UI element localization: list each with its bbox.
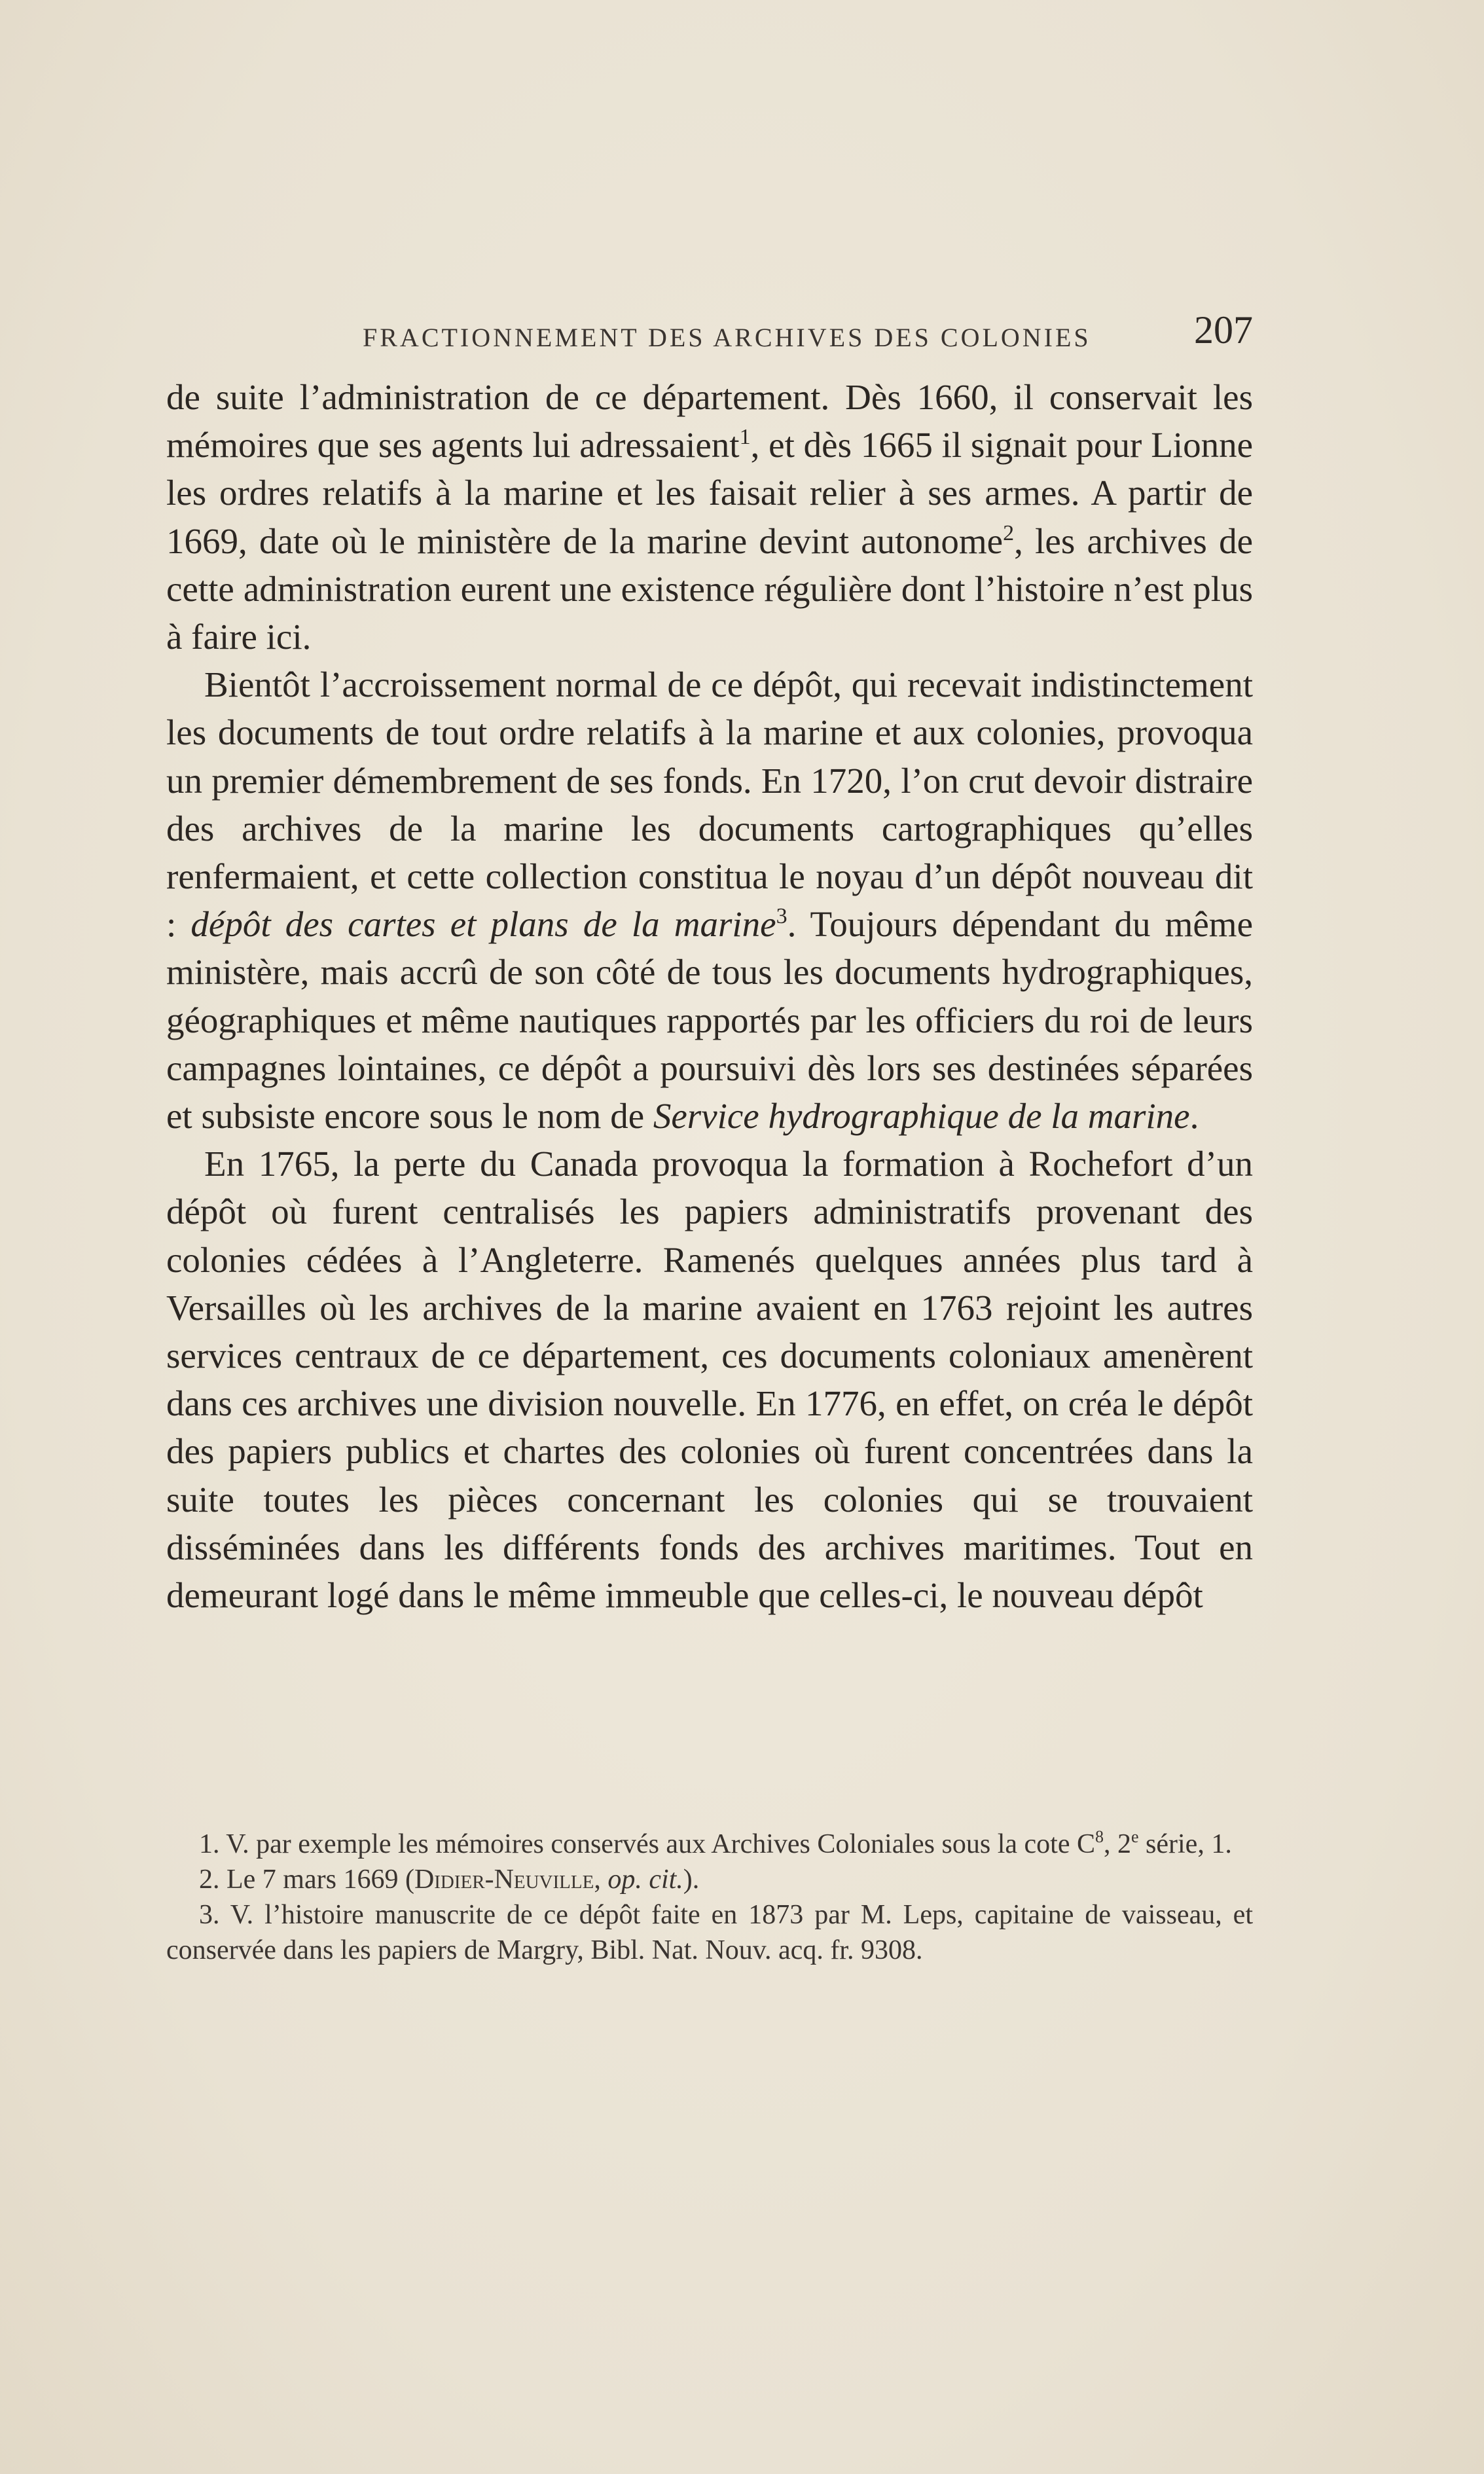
p1-text-1: de suite l’administration de ce département. Dès 1660, il conservait les mémoires que ses agents lui adressaient — [166, 377, 1253, 465]
fn1-sup-2: e — [1131, 1827, 1139, 1846]
p2-text-3: . — [1189, 1096, 1199, 1137]
p2-italic-1: dépôt des cartes et plans de la marine — [190, 904, 776, 945]
fn2-italic: op. cit. — [607, 1865, 683, 1895]
footnote-ref-2: 2 — [1003, 520, 1015, 545]
fn1-sup-1: 8 — [1095, 1827, 1104, 1846]
fn1-text-3: série, 1. — [1138, 1829, 1232, 1859]
paragraph-2 — [166, 661, 1253, 1140]
footnote-ref-1: 1 — [739, 425, 751, 450]
page-number: 207 — [1194, 308, 1253, 352]
fn2-text-1: 2. Le 7 mars 1669 ( — [199, 1865, 414, 1895]
fn2-text-3: ). — [683, 1865, 700, 1895]
paragraph-1 — [166, 373, 1253, 661]
p2-text-1: Bientôt l’accroissement normal de ce dépôt, qui recevait indistinctement les documents de tout ordre relatifs à la marine et aux colonies, provoqua un premier démembrement de ses fonds. En 1720, l’on crut devoir distraire des archives de la marine les documents cartographiques qu’elles renfermaient, et cette collection constitua le noyau d’un dépôt nouveau dit : — [166, 664, 1253, 945]
footnote-2 — [166, 1862, 1253, 1897]
fn1-text-2: , 2 — [1103, 1829, 1131, 1859]
p2-italic-2: Service hydrographique de la marine — [653, 1096, 1190, 1137]
fn1-text-1: 1. V. par exemple les mémoires conservés aux Archives Coloniales sous la cote C — [199, 1829, 1095, 1859]
running-head — [166, 308, 1253, 360]
p2-text-2: . Toujours dépendant du même ministère, mais accrû de son côté de tous les documents hydrographiques, géographiques et même nautiques rapportés par les officiers du roi de leurs campagnes lointaines, ce dépôt a poursuivi dès lors ses destinées séparées et subsiste encore sous le nom de — [166, 904, 1253, 1137]
footnote-ref-3: 3 — [776, 904, 787, 929]
paragraph-3: En 1765, la perte du Canada provoqua la formation à Rochefort d’un dépôt où furent centralisés les papiers administratifs provenant des colonies cédées à l’Angleterre. Ramenés quelques années plus tard à Versailles où les archives de la marine avaient en 1763 rejoint les autres services centraux de ce département, ces documents coloniaux amenèrent dans ces archives une division nouvelle. En 1776, en effet, on créa le dépôt des papiers publics et chartes des colonies où furent concentrées dans la suite toutes les pièces concernant les colonies qui se trouvaient disséminées dans les différents fonds des archives maritimes. Tout en demeurant logé dans le même immeuble que celles-ci, le nouveau dépôt — [166, 1144, 1253, 1616]
body-text — [166, 373, 1253, 1619]
fn2-author: Didier-Neuville — [414, 1865, 594, 1895]
running-title: FRACTIONNEMENT DES ARCHIVES DES COLONIES — [363, 323, 1091, 352]
p1-text-2: , et dès 1665 il signait pour Lionne les ordres relatifs à la marine et les faisait relier à ses armes. A partir de 1669, date où le ministère de la marine devint autonome — [166, 425, 1253, 561]
fn2-text-2: , — [594, 1865, 608, 1895]
footnote-1 — [166, 1827, 1253, 1862]
footnotes — [166, 1827, 1253, 1968]
p1-text-3: , les archives de cette administration eurent une existence régulière dont l’histoire n’est plus à faire ici. — [166, 520, 1253, 657]
footnote-3: 3. V. l’histoire manuscrite de ce dépôt faite en 1873 par M. Leps, capitaine de vaisseau, et conservée dans les papiers de Margry, Bibl. Nat. Nouv. acq. fr. 9308. — [166, 1900, 1253, 1965]
